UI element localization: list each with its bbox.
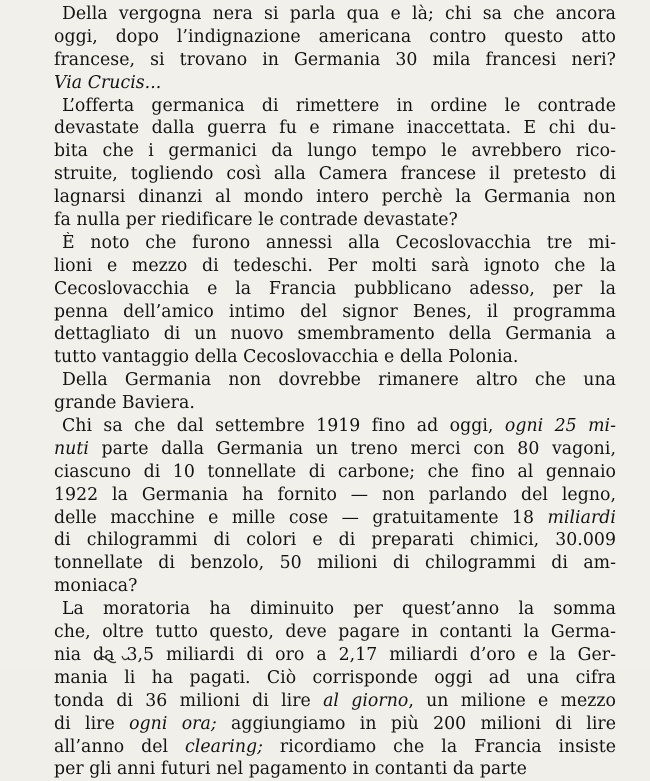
text-run: bita che i germanici da lungo tempo le avrebbero rico-: [54, 141, 616, 162]
italic-text: nuti: [54, 438, 89, 459]
text-line: [54, 438, 616, 461]
text-line: [54, 369, 616, 392]
italic-text: al giorno: [323, 690, 409, 711]
text-run: 1922 la Germania ha fornito — non parlando del legno,: [54, 484, 616, 505]
text-line: [54, 529, 616, 552]
paragraph: [54, 3, 616, 95]
text-run: lioni e mezzo di tedeschi. Per molti sarà ignoto che la: [54, 255, 616, 276]
body-text: [54, 3, 616, 781]
text-line: [54, 690, 616, 713]
italic-text: ogni 25 mi-: [504, 416, 616, 437]
text-line: [54, 713, 616, 736]
italic-text: miliardi: [547, 507, 616, 528]
text-run: oggi, dopo l’indignazione americana contro questo atto: [54, 26, 616, 47]
text-run: struite, togliendo così alla Camera francese il pretesto di: [54, 164, 616, 185]
text-run: tonda di 36 milioni di lire: [54, 690, 324, 711]
text-run: ricordiamo che la Francia insiste: [263, 736, 616, 757]
text-run: parte dalla Germania un treno merci con 80 vagoni,: [88, 438, 616, 459]
text-line: [54, 575, 616, 598]
text-line: [54, 72, 616, 95]
text-line: [54, 644, 616, 667]
text-line: [54, 621, 616, 644]
text-line: [54, 415, 616, 438]
text-line: [54, 163, 616, 186]
text-line: [54, 552, 616, 575]
italic-text: clearing;: [185, 736, 264, 757]
text-run: grande Baviera.: [54, 393, 195, 414]
text-line: [54, 26, 616, 49]
text-run: nia da 3,5 miliardi di oro a 2,17 miliardi d’oro e la Ger-: [54, 644, 616, 665]
text-run: francese, si trovano in Germania 30 mila francesi neri?: [54, 49, 616, 70]
text-line: [54, 323, 616, 346]
text-line: [54, 758, 616, 781]
italic-text: Via Crucis...: [54, 72, 162, 93]
text-run: lagnarsi dinanzi al mondo intero perchè la Germania non: [54, 187, 616, 208]
text-run: moniaca?: [54, 576, 138, 597]
italic-text: ogni ora;: [129, 713, 217, 734]
paragraph: [54, 369, 616, 415]
text-line: [54, 255, 616, 278]
text-run: dettagliato di un nuovo smembramento della Germania a: [54, 324, 616, 345]
text-run: delle macchine e mille cose — gratuitamente 18: [54, 507, 548, 528]
text-line: [54, 49, 616, 72]
paragraph: [54, 232, 616, 369]
text-line: [54, 232, 616, 255]
text-run: tonnellate di benzolo, 50 milioni di chilogrammi di am-: [54, 553, 616, 574]
text-line: [54, 117, 616, 140]
text-run: ciascuno di 10 tonnellate di carbone; che fino al gennaio: [54, 461, 616, 482]
text-run: per gli anni futuri nel pagamento in contanti da parte: [54, 759, 527, 780]
text-run: fa nulla per riedificare le contrade devastate?: [54, 210, 458, 231]
text-line: [54, 3, 616, 26]
text-run: Cecoslovacchia e la Francia pubblicano adesso, per la: [54, 278, 616, 299]
text-run: mania li ha pagati. Ciò corrisponde oggi ad una cifra: [54, 667, 616, 688]
text-run: È noto che furono annessi alla Cecoslovacchia tre mi-: [62, 232, 616, 253]
text-line: [54, 667, 616, 690]
text-run: Della Germania non dovrebbe rimanere altro che una: [62, 370, 616, 391]
text-run: penna dell’amico intimo del signor Benes, il programma: [54, 301, 616, 322]
text-run: tutto vantaggio della Cecoslovacchia e della Polonia.: [54, 347, 519, 368]
paragraph: [54, 598, 616, 781]
text-run: , un milione e mezzo: [408, 690, 616, 711]
text-line: [54, 278, 616, 301]
text-run: aggiungiamo in più 200 milioni di lire: [216, 713, 616, 734]
text-line: [54, 346, 616, 369]
text-line: [54, 186, 616, 209]
ink-marks: [96, 650, 136, 668]
text-run: L’offerta germanica di rimettere in ordine le contrade: [62, 95, 616, 116]
text-line: [54, 95, 616, 118]
text-run: La moratoria ha diminuito per quest’anno la somma: [62, 599, 616, 620]
text-line: [54, 507, 616, 530]
text-run: devastate dalla guerra fu e rimane inaccettata. E chi du-: [54, 118, 616, 139]
text-run: che, oltre tutto questo, deve pagare in contanti la Germa-: [54, 622, 616, 643]
text-run: di lire: [54, 713, 130, 734]
text-line: [54, 209, 616, 232]
text-run: di chilogrammi di colori e di preparati chimici, 30.009: [54, 530, 616, 551]
text-run: Della vergogna nera si parla qua e là; chi sa che ancora: [62, 4, 616, 24]
paragraph: [54, 415, 616, 598]
text-line: [54, 598, 616, 621]
text-run: all’anno del: [54, 736, 186, 757]
paragraph: [54, 95, 616, 232]
text-line: [54, 140, 616, 163]
text-line: [54, 392, 616, 415]
text-line: [54, 301, 616, 324]
text-line: [54, 736, 616, 759]
text-run: Chi sa che dal settembre 1919 fino ad oggi,: [62, 416, 505, 437]
text-line: [54, 461, 616, 484]
text-line: [54, 484, 616, 507]
